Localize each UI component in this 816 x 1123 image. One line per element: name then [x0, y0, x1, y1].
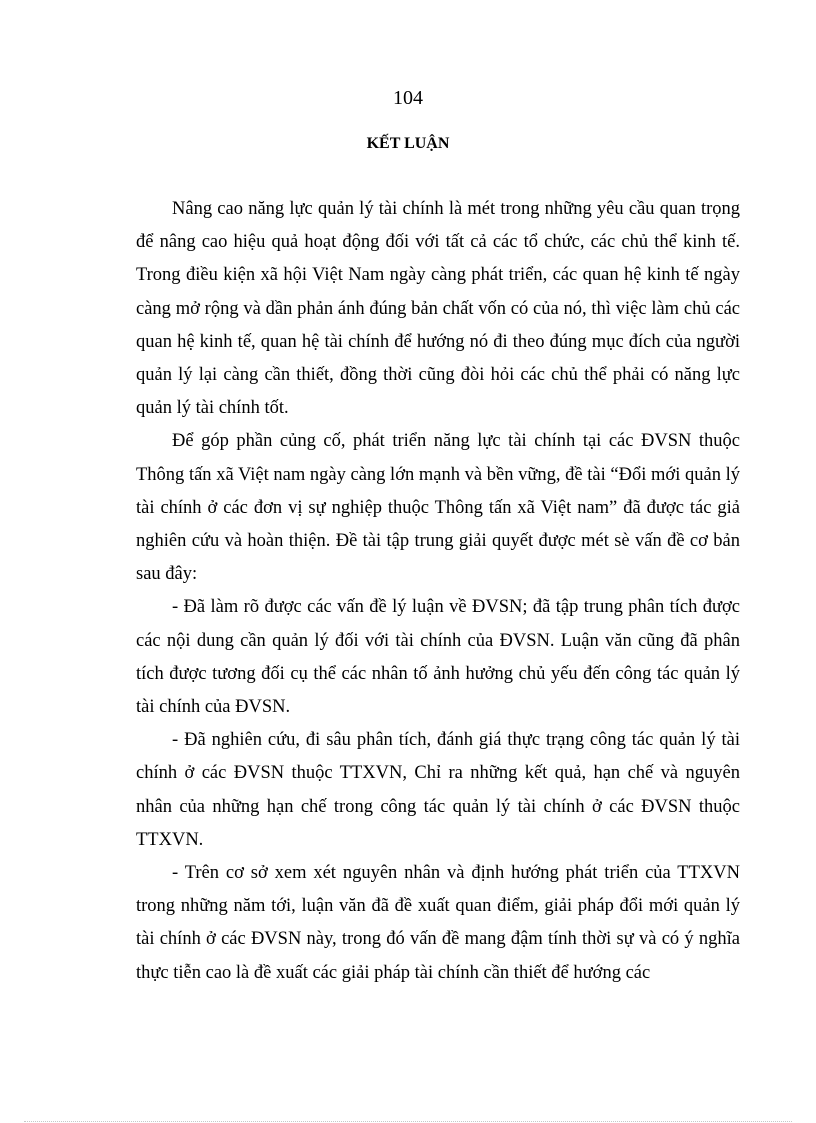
paragraph-result-solutions: - Trên cơ sở xem xét nguyên nhân và định hướng phát triển của TTXVN trong những năm tới, luận văn đã đề xuất quan điểm, giải pháp đổi mới quản lý tài chính ở các ĐVSN này, trong đó vấn đề mang đậm tính thời sự và có ý nghĩa thực tiễn cao là đề xuất các giải pháp tài chính cần thiết để hướng các [136, 863, 740, 983]
document-body [136, 193, 740, 990]
paragraph-result-analysis: - Đã nghiên cứu, đi sâu phân tích, đánh giá thực trạng công tác quản lý tài chính ở các ĐVSN thuộc TTXVN, Chỉ ra những kết quả, hạn chế và nguyên nhân của những hạn chế trong công tác quản lý tài chính ở các ĐVSN thuộc TTXVN. [136, 730, 740, 850]
paragraph-result-theory: - Đã làm rõ được các vấn đề lý luận về ĐVSN; đã tập trung phân tích được các nội dung cần quản lý đối với tài chính của ĐVSN. Luận văn cũng đã phân tích được tương đối cụ thể các nhân tố ảnh hưởng chủ yếu đến công tác quản lý tài chính của ĐVSN. [136, 597, 740, 718]
page-bottom-rule [24, 1121, 792, 1122]
page-number: 104 [393, 87, 423, 109]
paragraph-topic: Để góp phần củng cố, phát triển năng lực tài chính tại các ĐVSN thuộc Thông tấn xã Việt nam ngày càng lớn mạnh và bền vững, đề tài “Đổi mới quản lý tài chính ở các đơn vị sự nghiệp thuộc Thông tấn xã Việt nam” đã được tác giả nghiên cứu và hoàn thiện. Đề tài tập trung giải quyết được mét sè vấn đề cơ bản sau đây: [136, 431, 740, 585]
paragraph-intro: Nâng cao năng lực quản lý tài chính là mét trong những yêu cầu quan trọng để nâng cao hiệu quả hoạt động đối với tất cả các tổ chức, các chủ thể kinh tế. Trong điều kiện xã hội Việt Nam ngày càng phát triển, các quan hệ kinh tế ngày càng mở rộng và dần phản ánh đúng bản chất vốn có của nó, thì việc làm chủ các quan hệ kinh tế, quan hệ tài chính để hướng nó đi theo đúng mục đích của người quản lý lại càng cần thiết, đồng thời cũng đòi hỏi các chủ thể phải có năng lực quản lý tài chính tốt. [136, 199, 740, 419]
section-heading: KẾT LUẬN [366, 135, 450, 152]
